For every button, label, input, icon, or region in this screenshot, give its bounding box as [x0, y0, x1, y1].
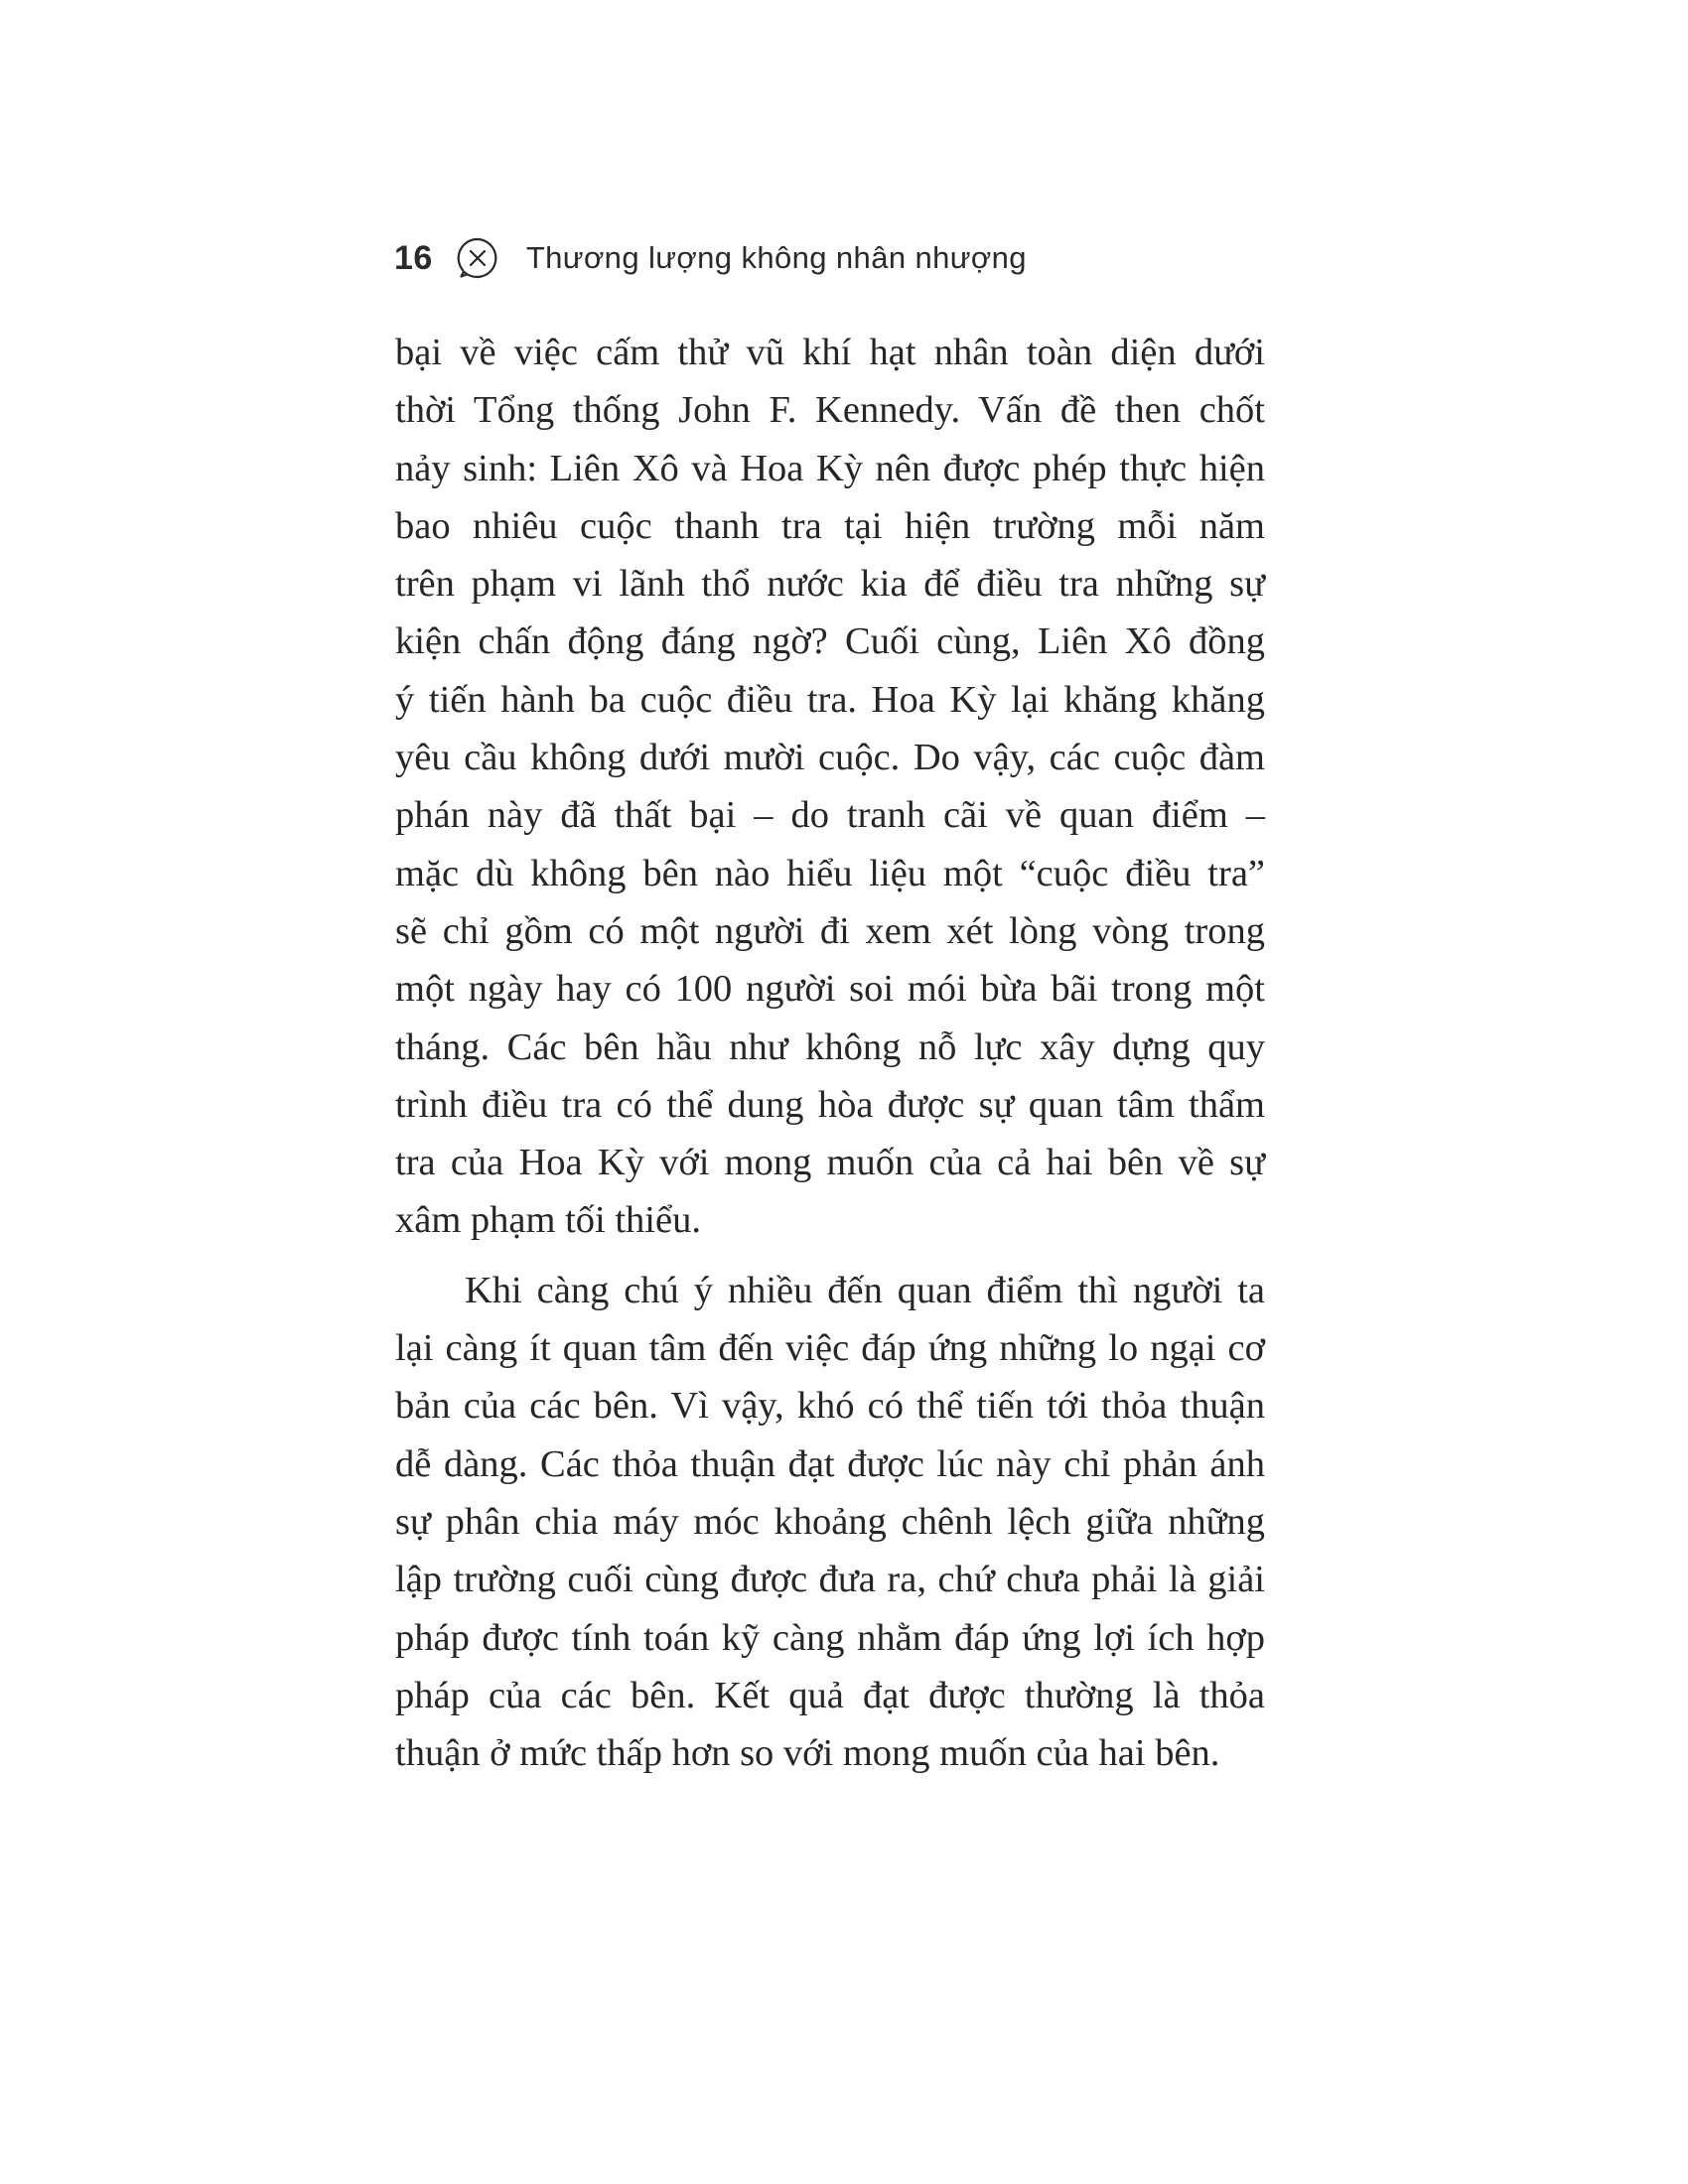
- text-line: trình điều tra có thể dung hòa được sự quan tâm thẩm: [395, 1083, 1265, 1126]
- text-line: lại càng ít quan tâm đến việc đáp ứng những lo ngại cơ: [395, 1327, 1265, 1370]
- text-line: sẽ chỉ gồm có một người đi xem xét lòng vòng trong: [395, 909, 1265, 952]
- text-line: pháp được tính toán kỹ càng nhằm đáp ứng lợi ích hợp: [395, 1616, 1265, 1659]
- text-line: thời Tổng thống John F. Kennedy. Vấn đề then chốt: [395, 389, 1265, 432]
- text-line: bại về việc cấm thử vũ khí hạt nhân toàn diện dưới: [395, 332, 1265, 373]
- text-line: mặc dù không bên nào hiểu liệu một “cuộc điều tra”: [395, 852, 1265, 894]
- paragraph-spacer: [395, 1250, 1265, 1262]
- text-line: lập trường cuối cùng được đưa ra, chứ chưa phải là giải: [395, 1559, 1265, 1601]
- text-line: sự phân chia máy móc khoảng chênh lệch giữa những: [395, 1500, 1265, 1543]
- text-line: dễ dàng. Các thỏa thuận đạt được lúc này chỉ phản ánh: [395, 1442, 1265, 1485]
- paragraph-1: [395, 324, 1265, 1250]
- body-text: [395, 324, 1265, 1782]
- text-line: ý tiến hành ba cuộc điều tra. Hoa Kỳ lại khăng khăng: [395, 678, 1265, 721]
- page-number: 16: [394, 238, 433, 277]
- text-line: tháng. Các bên hầu như không nỗ lực xây dựng quy: [395, 1025, 1265, 1068]
- text-line: bao nhiêu cuộc thanh tra tại hiện trường mỗi năm: [395, 504, 1265, 547]
- x-circle-speech-icon: [455, 235, 500, 281]
- text-line: một ngày hay có 100 người soi mói bừa bãi trong một: [395, 968, 1265, 1011]
- text-line: nảy sinh: Liên Xô và Hoa Kỳ nên được phép thực hiện: [395, 447, 1265, 489]
- paragraph-2: [395, 1262, 1265, 1783]
- text-line: yêu cầu không dưới mười cuộc. Do vậy, các cuộc đàm: [395, 737, 1265, 779]
- text-line: thuận ở mức thấp hơn so với mong muốn của hai bên.: [395, 1732, 1220, 1775]
- book-title: Thương lượng không nhân nhượng: [525, 240, 1027, 275]
- text-line: tra của Hoa Kỳ với mong muốn của cả hai bên về sự: [395, 1142, 1265, 1184]
- running-header: [394, 230, 1027, 286]
- text-line: xâm phạm tối thiểu.: [395, 1199, 701, 1242]
- text-line: phán này đã thất bại – do tranh cãi về quan điểm –: [395, 794, 1265, 837]
- text-line: bản của các bên. Vì vậy, khó có thể tiến tới thỏa thuận: [395, 1385, 1265, 1428]
- text-line: pháp của các bên. Kết quả đạt được thường là thỏa: [395, 1674, 1265, 1716]
- text-line: Khi càng chú ý nhiều đến quan điểm thì người ta: [465, 1269, 1265, 1311]
- text-line: trên phạm vi lãnh thổ nước kia để điều tra những sự: [395, 563, 1265, 606]
- text-line: kiện chấn động đáng ngờ? Cuối cùng, Liên Xô đồng: [395, 620, 1265, 663]
